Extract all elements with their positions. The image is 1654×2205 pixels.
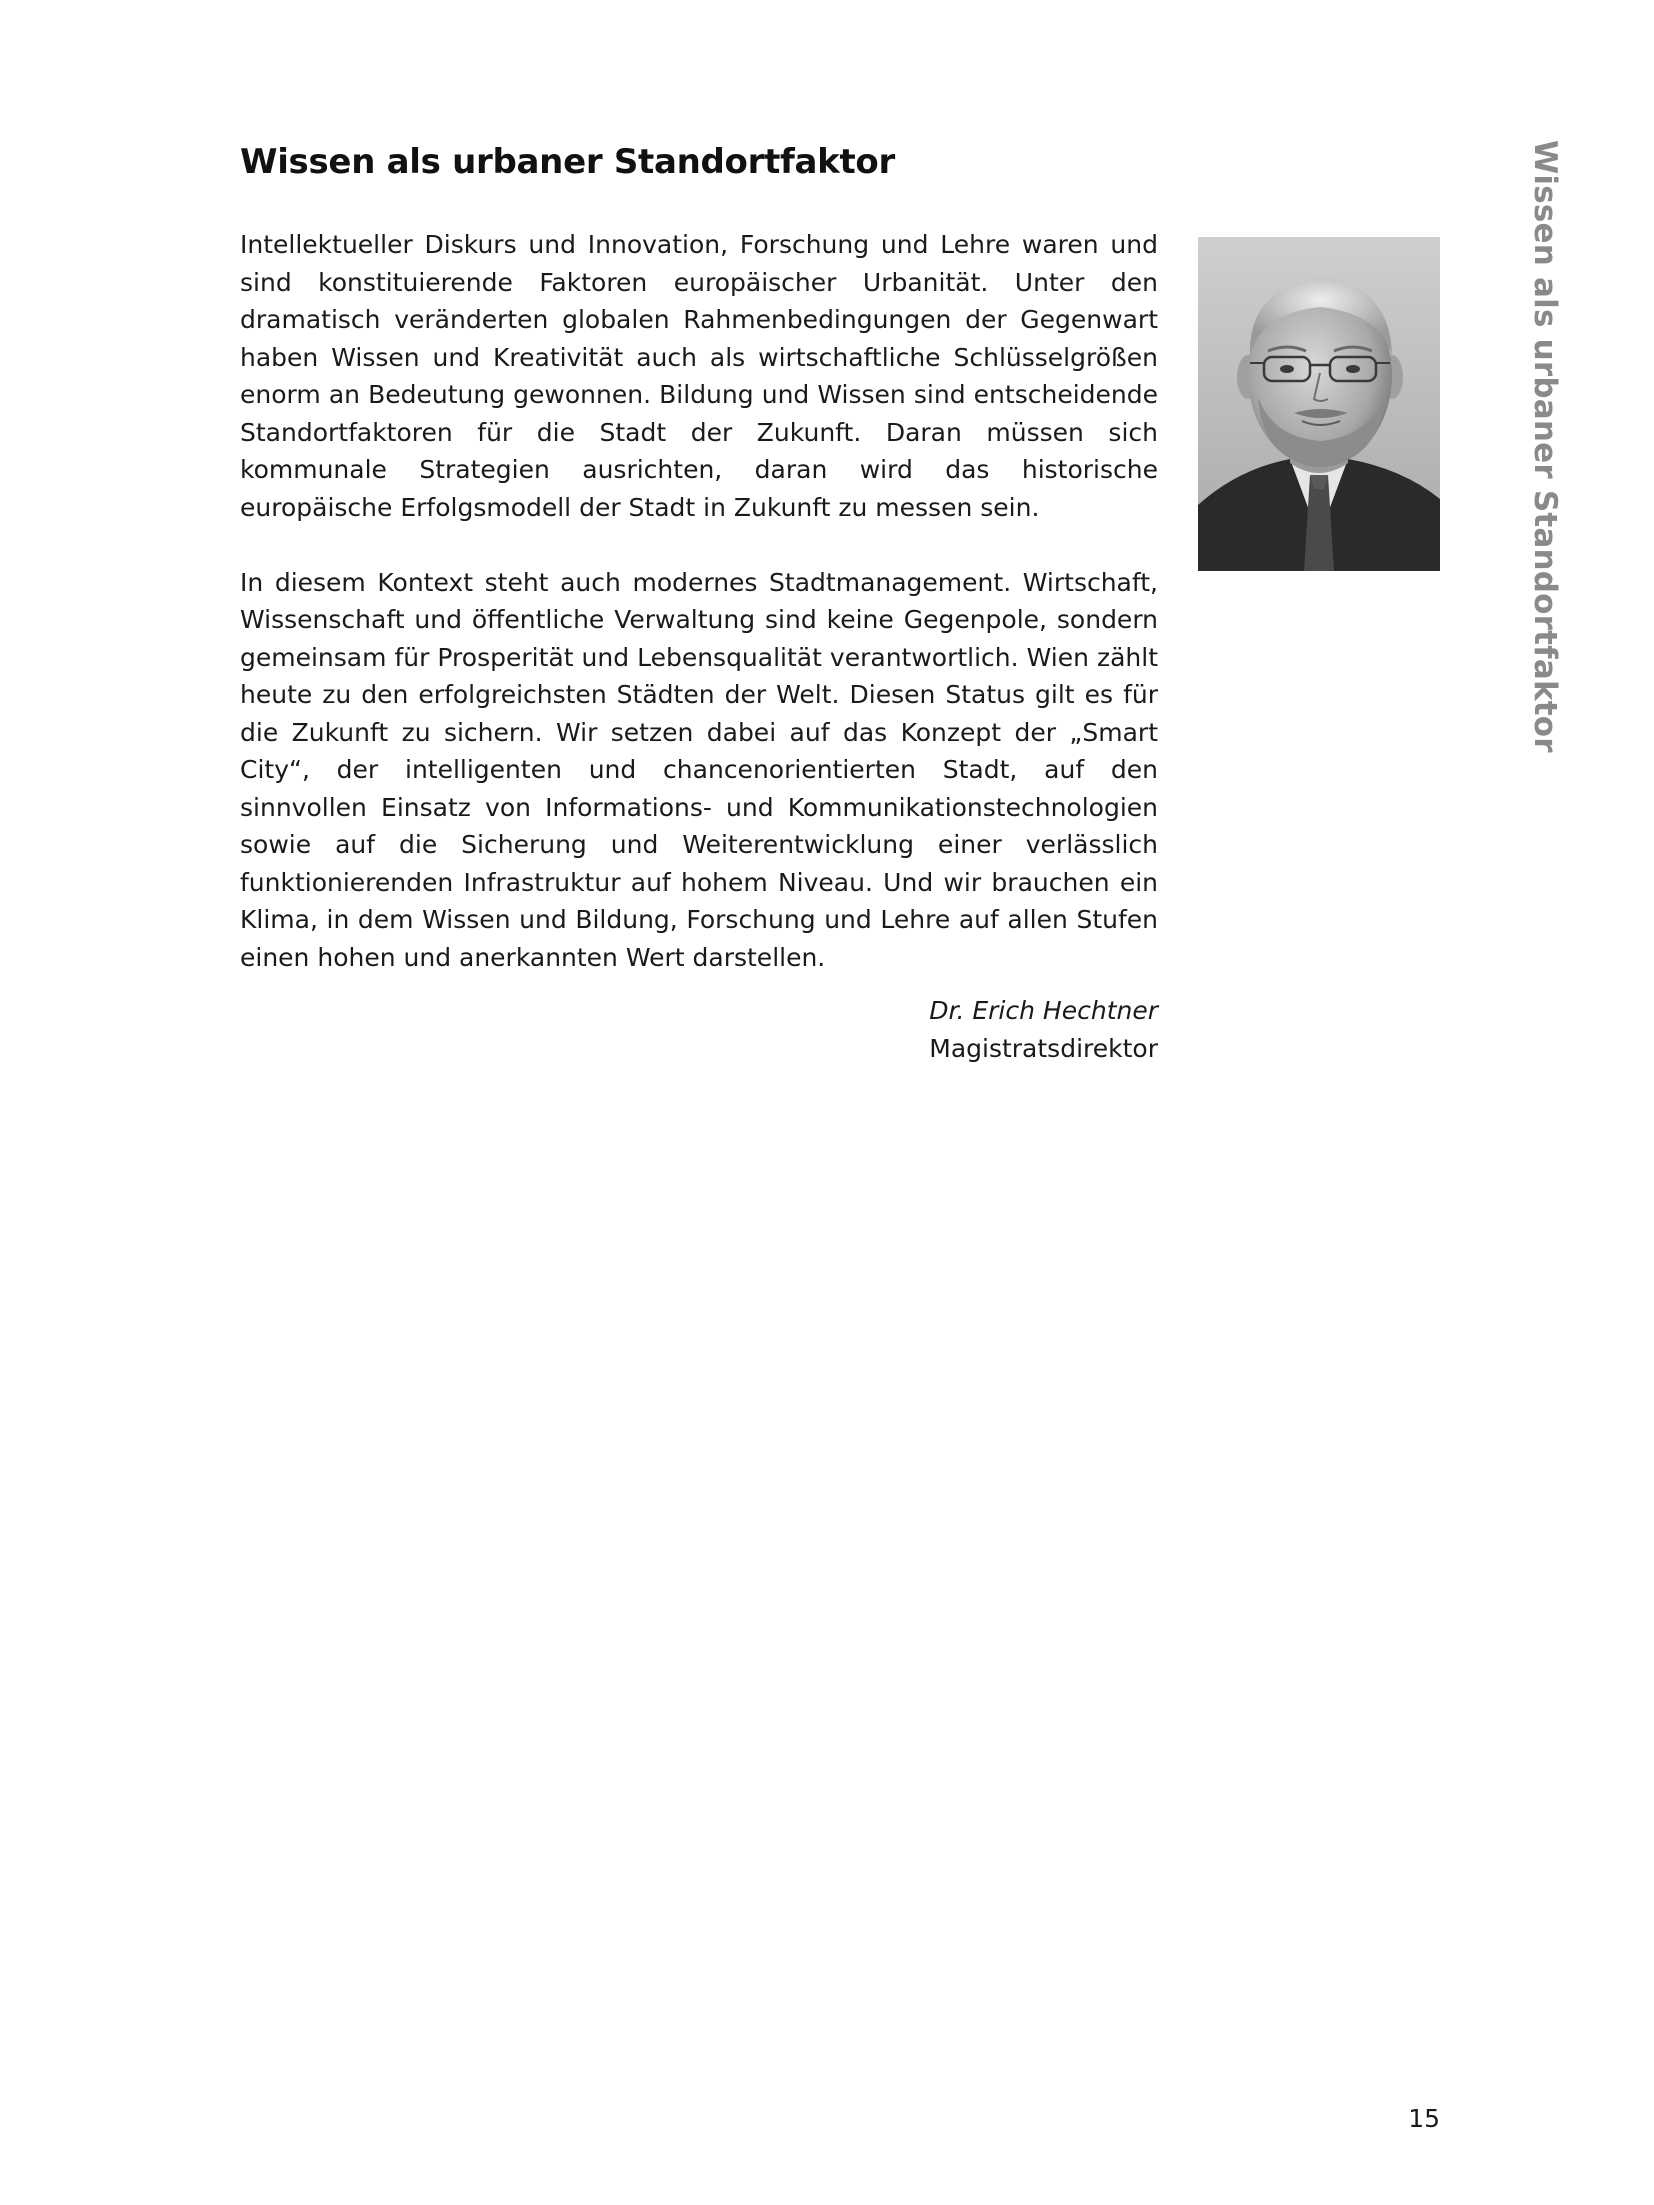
page-number: 15	[1408, 2104, 1440, 2133]
author-name: Dr. Erich Hechtner	[929, 996, 1158, 1025]
side-running-title-text: Wissen als urbaner Standortfaktor	[1527, 140, 1563, 753]
paragraph-2: In diesem Kontext steht auch modernes Stadtmanagement. Wirtschaft, Wissenschaft und öffentliche Verwaltung sind keine Gegenpole, sondern gemeinsam für Prosperität und Lebensqualität verantwortlich. Wien zählt heute zu den erfolgreichsten Städten der Welt. Diesen Status gilt es für die Zukunft zu sichern. Wir setzen dabei auf das Konzept der „Smart City“, der intelligenten und chancenorientierten Stadt, auf den sinnvollen Einsatz von Informations- und Kommunikationstechnologien sowie auf die Sicherung und Weiterentwicklung einer verlässlich funktionierenden Infrastruktur auf hohem Niveau. Und wir brauchen ein Klima, in dem Wissen und Bildung, Forschung und Lehre auf allen Stufen einen hohen und anerkannten Wert darstellen.	[240, 567, 1158, 972]
paragraph-1: Intellektueller Diskurs und Innovation, Forschung und Lehre waren und sind konstituierende Faktoren europäischer Urbanität. Unter den dramatisch veränderten globalen Rahmenbedingungen der Gegenwart haben Wissen und Kreativität auch als wirtschaftliche Schlüsselgrößen enorm an Bedeutung gewonnen. Bildung und Wissen sind entscheidende Standortfaktoren für die Stadt der Zukunft. Daran müssen sich kommunale Strategien ausrichten, daran wird das historische europäische Erfolgsmodell der Stadt in Zukunft zu messen sein.	[240, 230, 1158, 522]
page-title: Wissen als urbaner Standortfaktor	[240, 142, 895, 182]
author-portrait-photo	[1198, 237, 1440, 571]
author-role: Magistratsdirektor	[929, 1033, 1158, 1063]
body-text	[240, 226, 1158, 976]
signature-block	[740, 992, 1158, 1067]
